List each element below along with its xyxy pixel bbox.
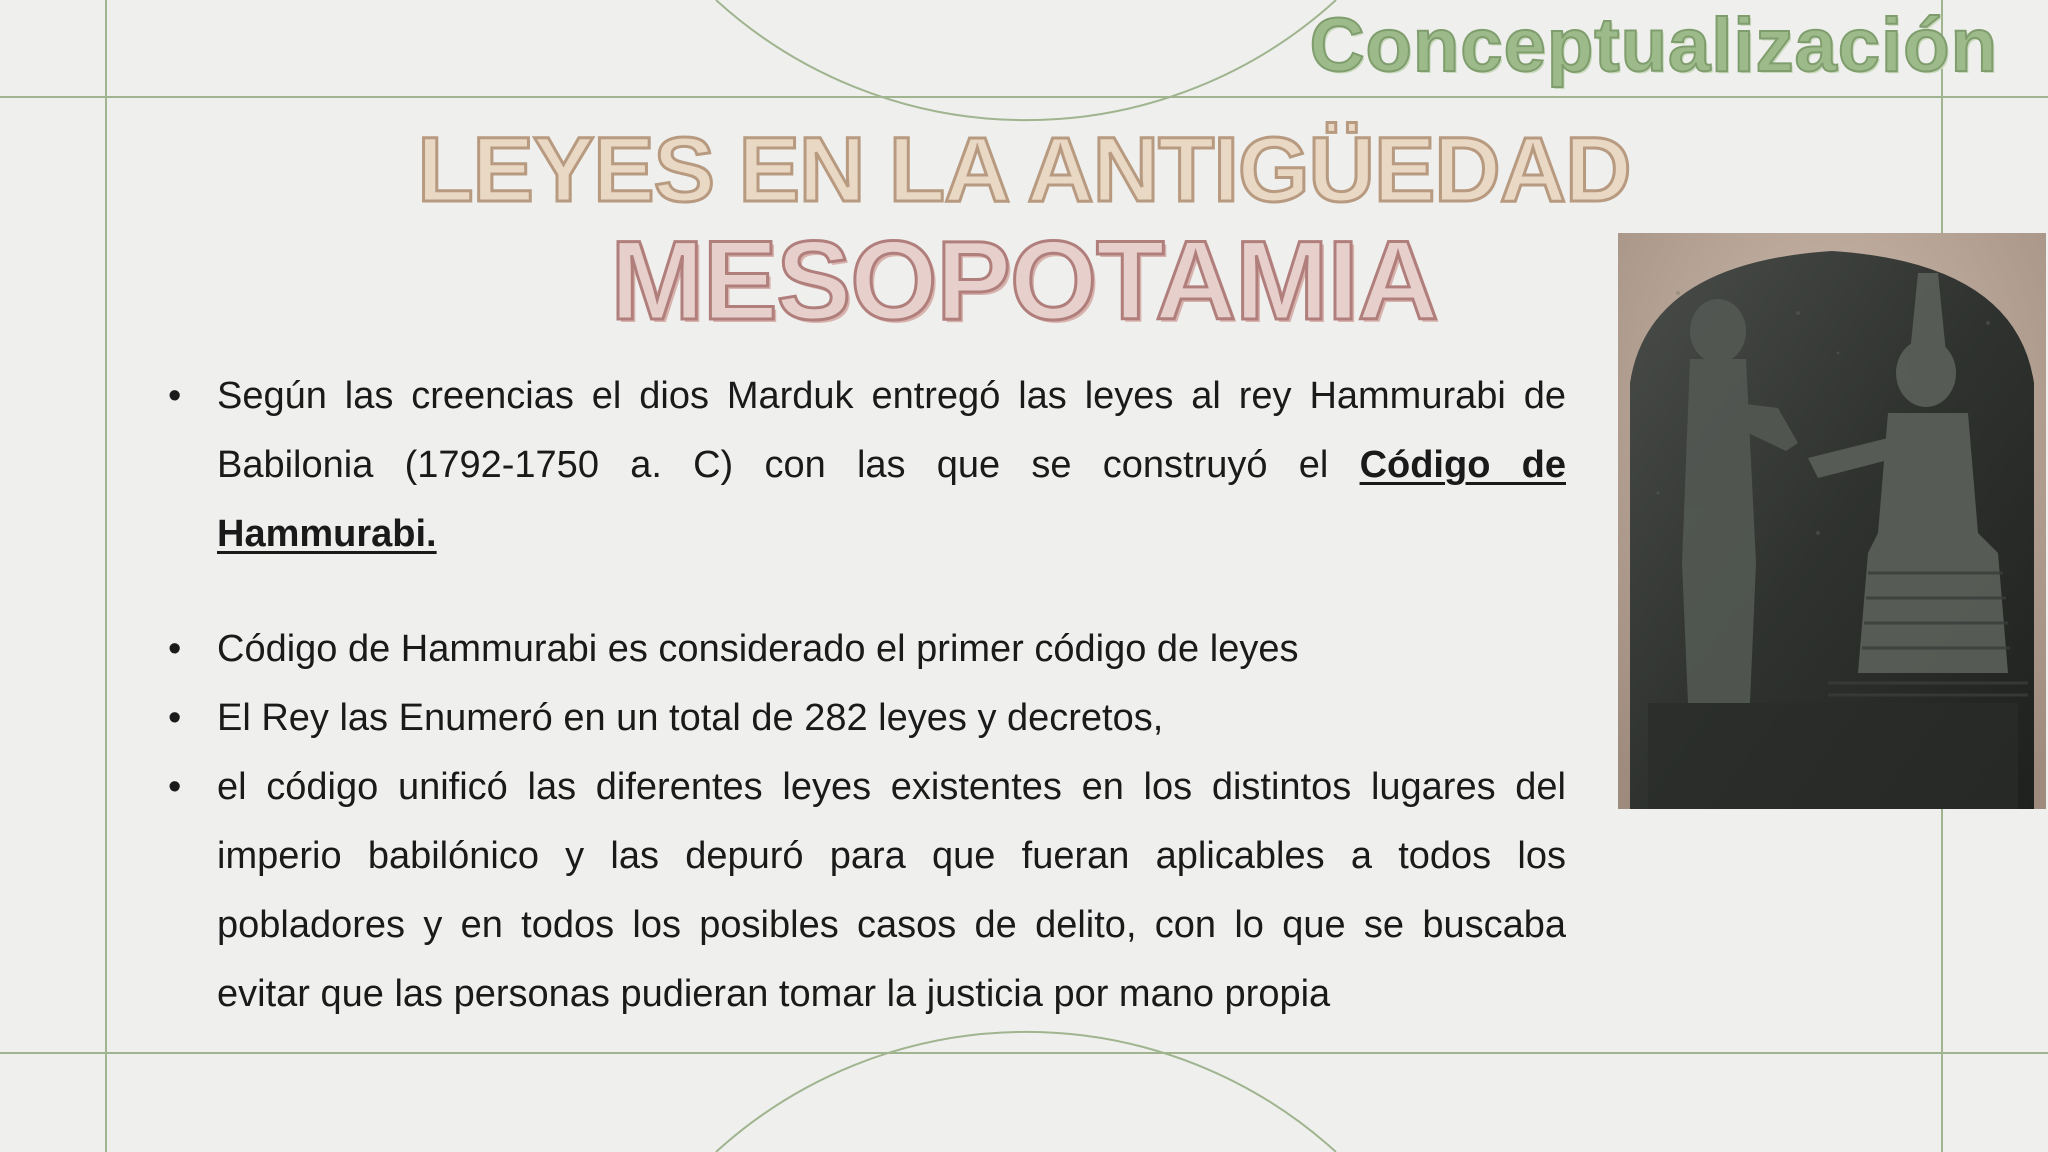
bullet-text: Código de Hammurabi es considerado el primer código de leyes	[217, 628, 1299, 670]
slide-title: LEYES EN LA ANTIGÜEDAD	[417, 119, 1631, 221]
bullet-text: el código unificó las diferentes leyes existentes en los distintos lugares del imperio babilónico y las depuró para que fueran aplicables a todos los pobladores y en todos los posibles casos de delito, con lo que se buscaba evitar que las personas pudieran tomar la justicia por mano propia	[217, 766, 1566, 1015]
arc-bottom	[716, 1032, 1336, 1152]
bullet-dot: •	[168, 697, 182, 739]
bullet-item	[168, 753, 1566, 1029]
slide-subtitle: MESOPOTAMIA	[610, 218, 1438, 343]
bullet-text: El Rey las Enumeró en un total de 282 leyes y decretos,	[217, 697, 1164, 739]
stele-illustration	[1618, 233, 2046, 809]
bullet-item	[168, 684, 1566, 753]
bullet-item	[168, 615, 1566, 684]
stele-of-hammurabi-image	[1618, 233, 2046, 809]
code-of-hammurabi-link: Código de Hammurabi.	[217, 444, 1566, 555]
bullet-dot: •	[168, 628, 182, 670]
bullet-list	[168, 362, 1566, 1029]
section-title: Conceptualización	[1309, 3, 1998, 88]
arc-top	[716, 0, 1336, 120]
bullet-item	[168, 362, 1566, 569]
bullet-text: Según las creencias el dios Marduk entregó las leyes al rey Hammurabi de Babilonia (1792-1750 a. C) con las que se construyó el	[217, 375, 1566, 486]
bullet-dot: •	[168, 766, 182, 808]
bullet-dot: •	[168, 375, 182, 417]
